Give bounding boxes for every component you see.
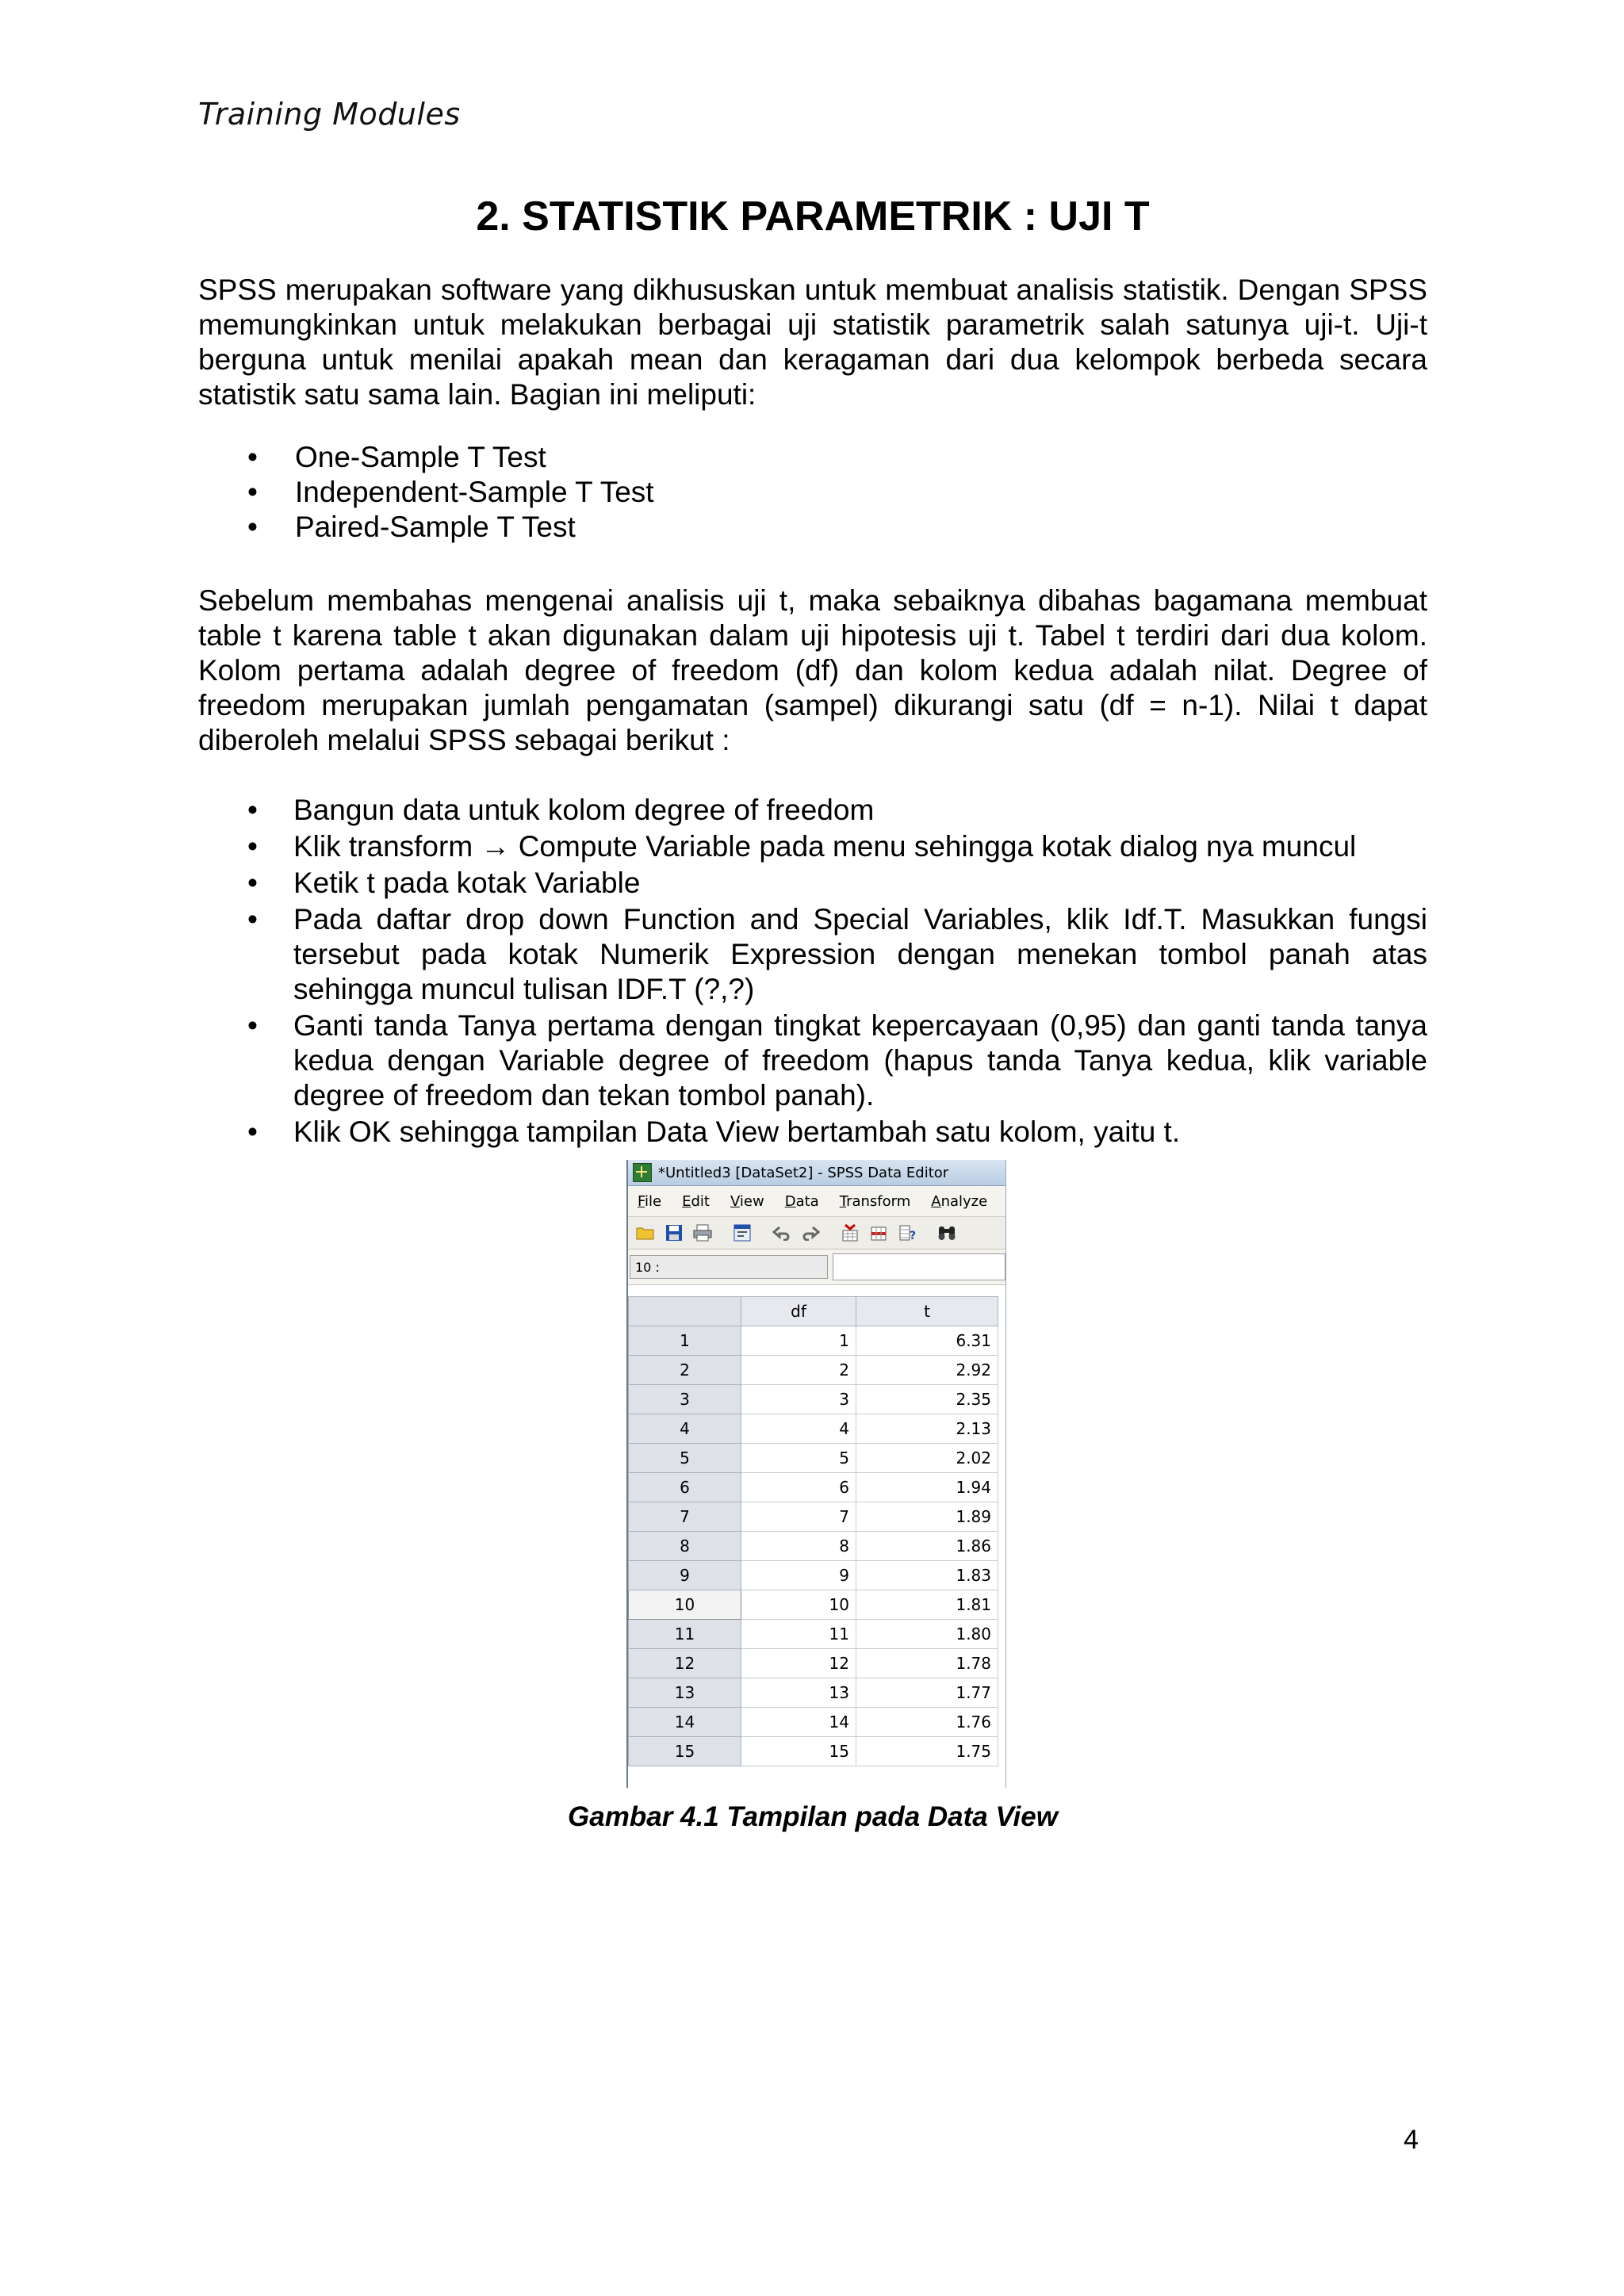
table-row[interactable] [629,1414,998,1444]
cell-df[interactable]: 6 [741,1473,856,1502]
column-header-t[interactable]: t [856,1297,998,1326]
insert-cases-icon[interactable] [868,1223,890,1243]
cell-df[interactable]: 4 [741,1414,856,1444]
cell-df[interactable]: 14 [741,1708,856,1737]
list-item: • Klik transform → Compute Variable pada menu sehingga kotak dialog nya muncul [198,829,1427,864]
cell-df[interactable]: 15 [741,1737,856,1766]
open-icon[interactable] [634,1223,657,1243]
intro-paragraph: SPSS merupakan software yang dikhususkan untuk membuat analisis statistik. Dengan SPSS memungkinkan untuk melakukan berbagai uji statistik parametrik salah satunya uji-t. Uji-t berguna untuk menilai apakah mean dan keragaman dari dua kelompok berbeda secara statistik satu sama lain. Bagian ini meliputi: [198,274,1427,411]
row-header[interactable]: 15 [629,1737,741,1766]
cell-t[interactable]: 2.35 [856,1385,998,1414]
chapter-title: 2. STATISTIK PARAMETRIK : UJI T [476,193,1150,239]
goto-case-icon[interactable] [839,1223,861,1243]
table-row[interactable] [629,1678,998,1708]
row-header[interactable]: 9 [629,1561,741,1590]
row-header[interactable]: 1 [629,1326,741,1356]
cell-df[interactable]: 9 [741,1561,856,1590]
spss-data-editor-screenshot [626,1160,1006,1788]
cell-t[interactable]: 2.13 [856,1414,998,1444]
grid-corner[interactable] [629,1297,741,1326]
table-row[interactable] [629,1649,998,1678]
row-header[interactable]: 2 [629,1356,741,1385]
menu-transform[interactable]: Transform [839,1192,911,1210]
table-row[interactable] [629,1473,998,1502]
row-header[interactable]: 7 [629,1502,741,1532]
row-header[interactable]: 3 [629,1385,741,1414]
cell-t[interactable]: 2.02 [856,1444,998,1473]
menu-analyze[interactable]: Analyze [931,1192,988,1210]
table-row[interactable] [629,1737,998,1766]
cell-t[interactable]: 1.89 [856,1502,998,1532]
redo-icon[interactable] [799,1223,822,1243]
list-item: • Ketik t pada kotak Variable [198,866,1427,901]
cell-t[interactable]: 1.80 [856,1620,998,1649]
spss-app-icon [633,1163,652,1182]
cell-t[interactable]: 1.94 [856,1473,998,1502]
steps-list [198,793,1427,1151]
cell-t[interactable]: 1.77 [856,1678,998,1708]
cell-editor-bar [628,1249,1005,1285]
dialog-recall-icon[interactable] [731,1223,753,1243]
table-row[interactable] [629,1708,998,1737]
svg-text:?: ? [910,1230,916,1242]
cell-t[interactable]: 1.86 [856,1532,998,1561]
table-row[interactable] [629,1326,998,1356]
menu-file[interactable]: File [638,1192,662,1210]
menu-view[interactable]: View [730,1192,764,1210]
list-item: • Ganti tanda Tanya pertama dengan tingkat kepercayaan (0,95) dan ganti tanda tanya kedua dengan Variable degree of freedom (hapus tanda Tanya kedua, klik variable degree of freedom dan tekan tombol panah). [198,1008,1427,1113]
undo-icon[interactable] [771,1223,793,1243]
table-row[interactable] [629,1385,998,1414]
menu-data[interactable]: Data [784,1192,819,1210]
table-row[interactable] [629,1444,998,1473]
find-icon[interactable] [936,1223,958,1243]
table-row[interactable] [629,1356,998,1385]
table-row[interactable] [629,1561,998,1590]
cell-df[interactable]: 10 [741,1590,856,1620]
cell-t[interactable]: 1.78 [856,1649,998,1678]
cell-df[interactable]: 13 [741,1678,856,1708]
cell-df[interactable]: 1 [741,1326,856,1356]
cell-df[interactable]: 11 [741,1620,856,1649]
cell-t[interactable]: 1.83 [856,1561,998,1590]
list-item: • Bangun data untuk kolom degree of freedom [198,793,1427,828]
cell-df[interactable]: 12 [741,1649,856,1678]
list-item: • Klik OK sehingga tampilan Data View bertambah satu kolom, yaitu t. [198,1115,1427,1150]
page-number: 4 [1404,2125,1419,2155]
cell-df[interactable]: 7 [741,1502,856,1532]
row-header[interactable]: 14 [629,1708,741,1737]
cell-value-field[interactable] [833,1253,1005,1280]
menu-bar [628,1186,1005,1217]
list-item: • Pada daftar drop down Function and Special Variables, klik Idf.T. Masukkan fungsi tersebut pada kotak Numerik Expression dengan menekan tombol panah atas sehingga muncul tulisan IDF.T (?,?) [198,902,1427,1007]
list-item: • Paired-Sample T Test [198,510,1427,545]
cell-reference-field[interactable]: 10 : [630,1255,828,1279]
figure-caption: Gambar 4.1 Tampilan pada Data View [568,1801,1058,1832]
topics-list [198,440,1427,545]
table-row[interactable] [629,1502,998,1532]
row-header[interactable]: 4 [629,1414,741,1444]
data-view-grid [628,1296,998,1766]
cell-df[interactable]: 5 [741,1444,856,1473]
ttable-paragraph: Sebelum membahas mengenai analisis uji t, maka sebaiknya dibahas bagamana membuat table t karena table t akan digunakan dalam uji hipotesis uji t. Tabel t terdiri dari dua kolom. Kolom pertama adalah degree of freedom (df) dan kolom kedua adalah nilat. Degree of freedom merupakan jumlah pengamatan (sampel) dikurangi satu (df = n-1). Nilai t dapat diberoleh melalui SPSS sebagai berikut : [198,584,1427,756]
row-header[interactable]: 11 [629,1620,741,1649]
row-header[interactable]: 5 [629,1444,741,1473]
row-header[interactable]: 10 [629,1590,741,1620]
cell-df[interactable]: 2 [741,1356,856,1385]
running-header: Training Modules [198,97,461,132]
menu-edit[interactable]: Edit [682,1192,710,1210]
cell-t[interactable]: 1.76 [856,1708,998,1737]
row-header[interactable]: 6 [629,1473,741,1502]
cell-t[interactable]: 1.75 [856,1737,998,1766]
list-item: • One-Sample T Test [198,440,1427,475]
table-row[interactable] [629,1590,998,1620]
window-titlebar [628,1160,1005,1186]
save-icon[interactable] [663,1223,685,1243]
table-row[interactable] [629,1620,998,1649]
row-header[interactable]: 12 [629,1649,741,1678]
variables-icon[interactable] [896,1223,918,1243]
cell-df[interactable]: 3 [741,1385,856,1414]
cell-t[interactable]: 6.31 [856,1326,998,1356]
cell-t[interactable]: 2.92 [856,1356,998,1385]
print-icon[interactable] [691,1223,714,1243]
cell-t[interactable]: 1.81 [856,1590,998,1620]
row-header[interactable]: 13 [629,1678,741,1708]
list-item: • Independent-Sample T Test [198,475,1427,510]
cell-df[interactable]: 8 [741,1532,856,1561]
column-header-df[interactable]: df [741,1297,856,1326]
window-title: *Untitled3 [DataSet2] - SPSS Data Editor [658,1164,949,1181]
toolbar [628,1217,1005,1249]
table-row[interactable] [629,1532,998,1561]
row-header[interactable]: 8 [629,1532,741,1561]
